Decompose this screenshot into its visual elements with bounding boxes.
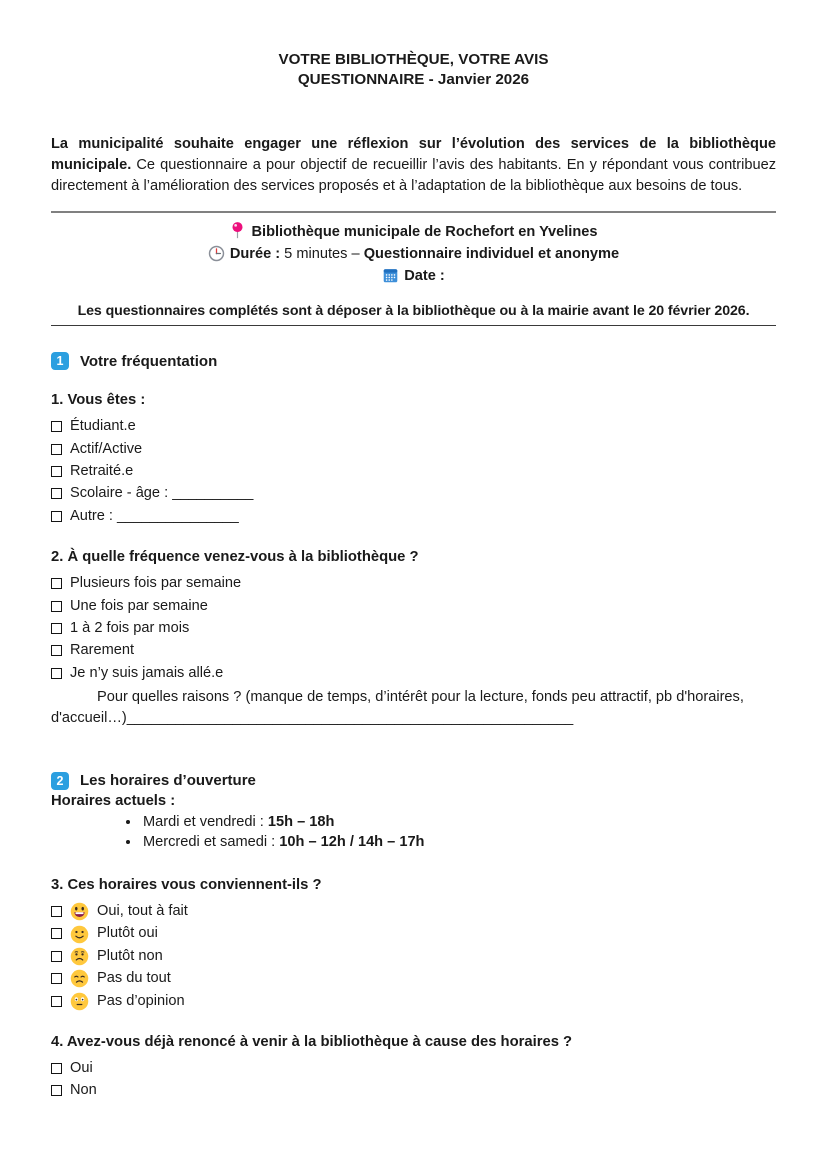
location-line xyxy=(51,221,776,243)
disappointed-face-icon xyxy=(70,969,89,988)
checkbox[interactable] xyxy=(51,421,62,432)
option-label: Pas du tout xyxy=(97,970,171,987)
intro-paragraph xyxy=(51,134,776,197)
q1-option-actif xyxy=(51,440,776,457)
hours-label: Horaires actuels : xyxy=(51,792,176,809)
checkbox[interactable] xyxy=(51,1063,62,1074)
grinning-face-icon xyxy=(70,902,89,921)
intro-rest: Ce questionnaire a pour objectif de recueillir l’avis des habitants. En y répondant vous contribuez directement à l’amélioration des services proposés et à l’adaptation de la bibliothèque aux besoins de tous. xyxy=(51,157,776,194)
hours-list xyxy=(51,812,776,853)
q3-option-oui-tout-a-fait xyxy=(51,903,776,920)
q3-option-plutot-oui xyxy=(51,925,776,942)
option-label: Pas d’opinion xyxy=(97,992,185,1009)
section-2-title: Les horaires d’ouverture xyxy=(80,772,256,790)
document-title xyxy=(51,50,776,90)
checkbox[interactable] xyxy=(51,578,62,589)
option-label: Autre : _______________ xyxy=(70,507,239,524)
slightly-smiling-face-icon xyxy=(70,925,89,944)
hours-times: 10h – 12h / 14h – 17h xyxy=(279,834,425,851)
duration-label: Durée : xyxy=(229,246,281,262)
checkbox[interactable] xyxy=(51,645,62,656)
option-label: Je n’y suis jamais allé.e xyxy=(70,664,224,681)
checkbox[interactable] xyxy=(51,1085,62,1096)
reasons-blank-field[interactable]: _______________________________________________________ xyxy=(126,710,574,727)
option-label: Une fois par semaine xyxy=(70,597,208,614)
checkbox[interactable] xyxy=(51,444,62,455)
deposit-notice: Les questionnaires complétés sont à déposer à la bibliothèque ou à la mairie avant le 20 février 2026. xyxy=(51,303,776,326)
section-2-heading xyxy=(51,772,776,790)
q2-option-jamais xyxy=(51,665,776,682)
title-line-2: QUESTIONNAIRE - Janvier 2026 xyxy=(297,71,530,88)
neutral-face-icon xyxy=(70,992,89,1011)
hours-prefix: Mardi et vendredi : xyxy=(143,813,268,830)
checkbox[interactable] xyxy=(51,668,62,679)
checkbox[interactable] xyxy=(51,466,62,477)
q1-option-retraite xyxy=(51,463,776,480)
location-text: Bibliothèque municipale de Rochefort en Yvelines xyxy=(251,224,598,240)
duration-line xyxy=(51,243,776,265)
option-label: Actif/Active xyxy=(70,440,143,457)
option-label: Plutôt non xyxy=(97,947,163,964)
question-3-label: 3. Ces horaires vous conviennent-ils ? xyxy=(51,876,322,893)
reasons-prompt: Pour quelles raisons ? (manque de temps, d’intérêt pour la lecture, fonds peu attractif, pb d'horaires, d'accueil…) xyxy=(51,688,744,727)
q3-option-pas-du-tout xyxy=(51,970,776,987)
checkbox[interactable] xyxy=(51,488,62,499)
hours-item-tuesday-friday xyxy=(141,812,776,833)
duration-emphasis: Questionnaire individuel et anonyme xyxy=(363,246,620,262)
date-label: Date : xyxy=(404,268,445,284)
question-4-label: 4. Avez-vous déjà renoncé à venir à la bibliothèque à cause des horaires ? xyxy=(51,1033,573,1050)
checkbox[interactable] xyxy=(51,928,62,939)
option-label: Plusieurs fois par semaine xyxy=(70,575,242,592)
option-label: Oui, tout à fait xyxy=(97,903,188,920)
q1-option-autre xyxy=(51,508,776,525)
checkbox[interactable] xyxy=(51,973,62,984)
q4-option-non xyxy=(51,1082,776,1099)
hours-item-wednesday-saturday xyxy=(141,832,776,853)
q2-option-une-fois xyxy=(51,597,776,614)
option-label: Retraité.e xyxy=(70,462,134,479)
option-label: Scolaire - âge : __________ xyxy=(70,485,254,502)
q1-option-etudiant xyxy=(51,418,776,435)
duration-value: 5 minutes – xyxy=(280,246,364,262)
title-line-1: VOTRE BIBLIOTHÈQUE, VOTRE AVIS xyxy=(278,51,549,68)
section-1-heading xyxy=(51,352,776,370)
option-label: Oui xyxy=(70,1060,93,1077)
checkbox[interactable] xyxy=(51,511,62,522)
q2-reasons-line xyxy=(51,687,776,730)
hours-prefix: Mercredi et samedi : xyxy=(143,834,280,851)
clock-icon xyxy=(208,245,225,269)
checkbox[interactable] xyxy=(51,623,62,634)
option-label: Plutôt oui xyxy=(97,925,158,942)
question-1-label: 1. Vous êtes : xyxy=(51,392,146,408)
info-banner xyxy=(51,221,776,287)
q2-option-1a2 xyxy=(51,620,776,637)
option-label: Non xyxy=(70,1082,97,1099)
q1-option-scolaire xyxy=(51,485,776,502)
frowning-face-icon xyxy=(70,947,89,966)
keycap-2-icon: 2 xyxy=(51,772,69,790)
calendar-icon xyxy=(382,267,399,291)
checkbox[interactable] xyxy=(51,906,62,917)
checkbox[interactable] xyxy=(51,601,62,612)
option-label: 1 à 2 fois par mois xyxy=(70,619,190,636)
section-1-title: Votre fréquentation xyxy=(80,352,218,370)
q3-option-pas-d-opinion xyxy=(51,992,776,1009)
option-label: Rarement xyxy=(70,642,135,659)
date-line xyxy=(51,265,776,287)
checkbox[interactable] xyxy=(51,996,62,1007)
q2-option-plusieurs xyxy=(51,575,776,592)
top-divider xyxy=(51,211,776,213)
question-2-label: 2. À quelle fréquence venez-vous à la bibliothèque ? xyxy=(51,548,419,565)
q2-option-rarement xyxy=(51,642,776,659)
q4-option-oui xyxy=(51,1060,776,1077)
checkbox[interactable] xyxy=(51,951,62,962)
option-label: Étudiant.e xyxy=(70,418,136,435)
intro-bold-sentence: La municipalité souhaite engager une réflexion sur l’évolution des services de la bibliothèque municipale. xyxy=(51,136,776,173)
keycap-1-icon: 1 xyxy=(51,352,69,370)
hours-times: 15h – 18h xyxy=(267,813,335,830)
q3-option-plutot-non xyxy=(51,948,776,965)
